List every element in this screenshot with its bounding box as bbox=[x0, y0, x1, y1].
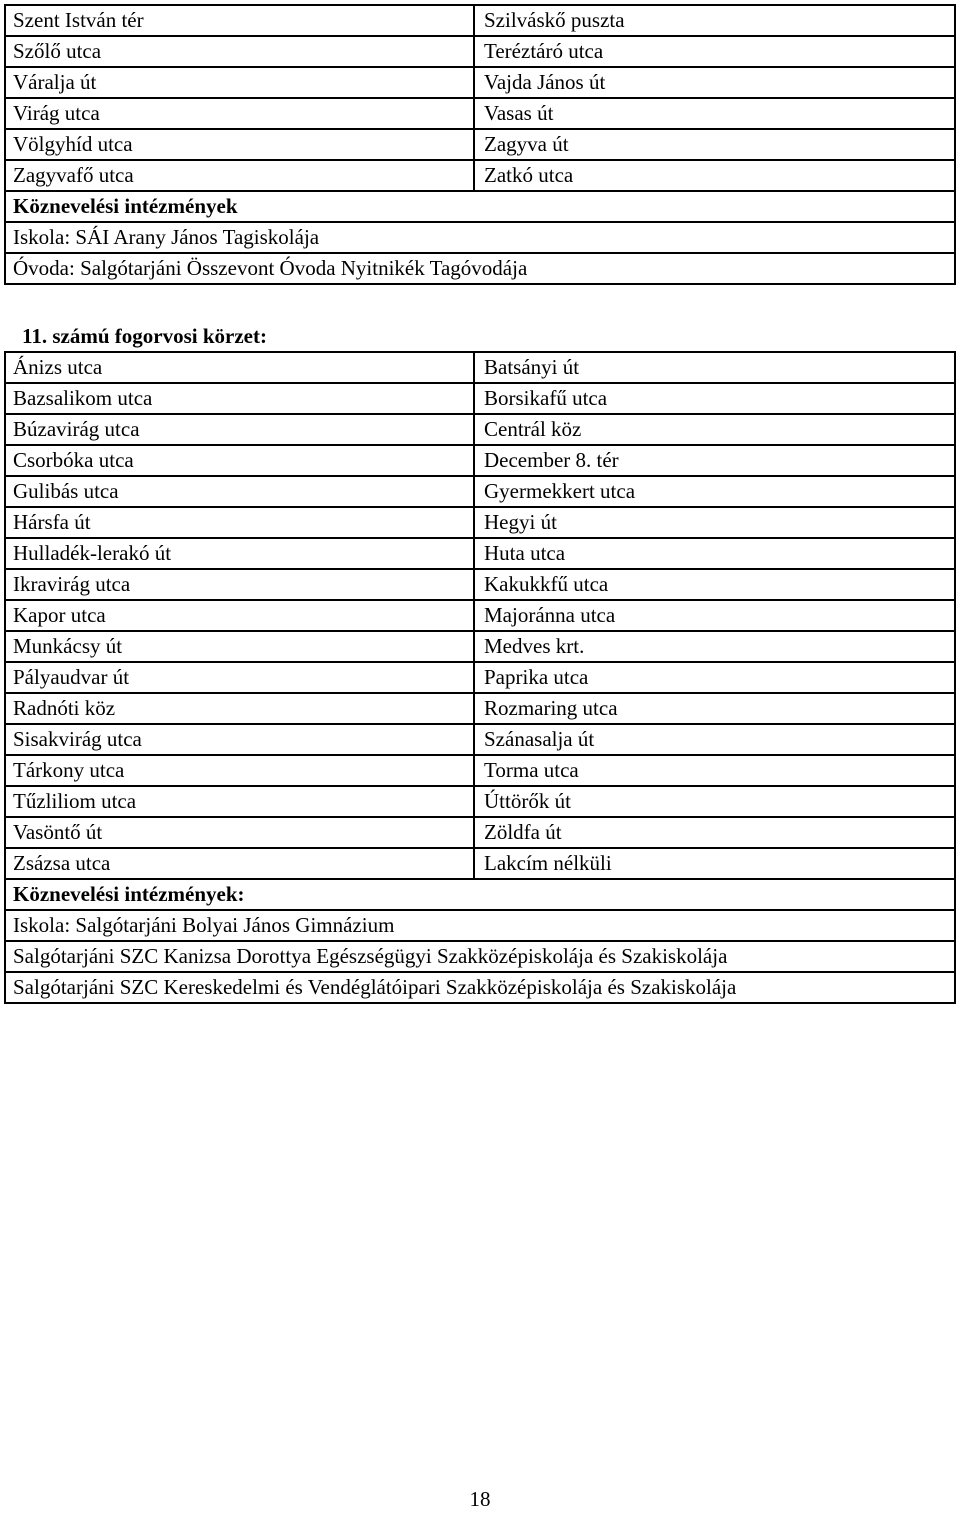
street-name-left: Munkácsy út bbox=[5, 631, 474, 662]
street-name-left: Szent István tér bbox=[5, 5, 474, 36]
street-name-left: Sisakvirág utca bbox=[5, 724, 474, 755]
street-name-left: Hulladék-lerakó út bbox=[5, 538, 474, 569]
street-name-right: Szánasalja út bbox=[474, 724, 955, 755]
institution-row bbox=[5, 941, 955, 972]
institution-name: Salgótarjáni SZC Kanizsa Dorottya Egészségügyi Szakközépiskolája és Szakiskolája bbox=[5, 941, 955, 972]
street-name-left: Váralja út bbox=[5, 67, 474, 98]
street-name-right: Zöldfa út bbox=[474, 817, 955, 848]
street-row bbox=[5, 129, 955, 160]
street-name-right: Lakcím nélküli bbox=[474, 848, 955, 879]
street-row bbox=[5, 67, 955, 98]
street-name-right: Kakukkfű utca bbox=[474, 569, 955, 600]
institution-row bbox=[5, 253, 955, 284]
street-name-left: Tárkony utca bbox=[5, 755, 474, 786]
street-name-left: Radnóti köz bbox=[5, 693, 474, 724]
street-row bbox=[5, 755, 955, 786]
street-name-right: Batsányi út bbox=[474, 352, 955, 383]
street-name-left: Ánizs utca bbox=[5, 352, 474, 383]
street-name-right: December 8. tér bbox=[474, 445, 955, 476]
street-row bbox=[5, 569, 955, 600]
street-row bbox=[5, 476, 955, 507]
street-row bbox=[5, 600, 955, 631]
street-row bbox=[5, 786, 955, 817]
street-row bbox=[5, 36, 955, 67]
street-row bbox=[5, 817, 955, 848]
street-row bbox=[5, 98, 955, 129]
street-name-left: Ikravirág utca bbox=[5, 569, 474, 600]
street-name-right: Paprika utca bbox=[474, 662, 955, 693]
district-11-title: 11. számú fogorvosi körzet: bbox=[22, 324, 267, 348]
street-name-left: Hársfa út bbox=[5, 507, 474, 538]
street-name-right: Vasas út bbox=[474, 98, 955, 129]
street-name-left: Zsázsa utca bbox=[5, 848, 474, 879]
street-name-left: Zagyvafő utca bbox=[5, 160, 474, 191]
street-row bbox=[5, 5, 955, 36]
street-name-right: Torma utca bbox=[474, 755, 955, 786]
street-row bbox=[5, 160, 955, 191]
street-name-right: Zatkó utca bbox=[474, 160, 955, 191]
street-name-left: Gulibás utca bbox=[5, 476, 474, 507]
institution-name: Salgótarjáni SZC Kereskedelmi és Vendéglátóipari Szakközépiskolája és Szakiskolája bbox=[5, 972, 955, 1003]
street-name-right: Borsikafű utca bbox=[474, 383, 955, 414]
street-name-right: Majoránna utca bbox=[474, 600, 955, 631]
street-name-right: Gyermekkert utca bbox=[474, 476, 955, 507]
street-row bbox=[5, 538, 955, 569]
street-row bbox=[5, 507, 955, 538]
street-name-right: Úttörők út bbox=[474, 786, 955, 817]
street-name-right: Huta utca bbox=[474, 538, 955, 569]
street-table-previous-district bbox=[4, 4, 956, 285]
institution-row bbox=[5, 910, 955, 941]
street-row bbox=[5, 631, 955, 662]
street-row bbox=[5, 352, 955, 383]
street-name-left: Völgyhíd utca bbox=[5, 129, 474, 160]
street-name-right: Rozmaring utca bbox=[474, 693, 955, 724]
street-row bbox=[5, 693, 955, 724]
street-name-left: Virág utca bbox=[5, 98, 474, 129]
street-row bbox=[5, 724, 955, 755]
street-name-left: Vasöntő út bbox=[5, 817, 474, 848]
institutions-heading-row bbox=[5, 191, 955, 222]
street-name-left: Bazsalikom utca bbox=[5, 383, 474, 414]
street-name-left: Kapor utca bbox=[5, 600, 474, 631]
street-name-left: Csorbóka utca bbox=[5, 445, 474, 476]
street-name-right: Zagyva út bbox=[474, 129, 955, 160]
street-table-district-11 bbox=[4, 351, 956, 1004]
institutions-heading-row bbox=[5, 879, 955, 910]
street-row bbox=[5, 414, 955, 445]
institution-name: Iskola: SÁI Arany János Tagiskolája bbox=[5, 222, 955, 253]
street-name-right: Hegyi út bbox=[474, 507, 955, 538]
street-name-right: Centrál köz bbox=[474, 414, 955, 445]
street-name-right: Szilváskő puszta bbox=[474, 5, 955, 36]
street-row bbox=[5, 848, 955, 879]
institution-name: Iskola: Salgótarjáni Bolyai János Gimnázium bbox=[5, 910, 955, 941]
street-row bbox=[5, 662, 955, 693]
institution-row bbox=[5, 222, 955, 253]
street-name-left: Szőlő utca bbox=[5, 36, 474, 67]
street-name-left: Tűzliliom utca bbox=[5, 786, 474, 817]
institution-name: Óvoda: Salgótarjáni Összevont Óvoda Nyitnikék Tagóvodája bbox=[5, 253, 955, 284]
institutions-heading: Köznevelési intézmények: bbox=[5, 879, 955, 910]
street-row bbox=[5, 445, 955, 476]
street-row bbox=[5, 383, 955, 414]
street-name-left: Búzavirág utca bbox=[5, 414, 474, 445]
page-number: 18 bbox=[469, 1487, 491, 1511]
street-name-right: Vajda János út bbox=[474, 67, 955, 98]
street-name-right: Medves krt. bbox=[474, 631, 955, 662]
street-name-left: Pályaudvar út bbox=[5, 662, 474, 693]
institutions-heading: Köznevelési intézmények bbox=[5, 191, 955, 222]
institution-row bbox=[5, 972, 955, 1003]
street-name-right: Teréztáró utca bbox=[474, 36, 955, 67]
